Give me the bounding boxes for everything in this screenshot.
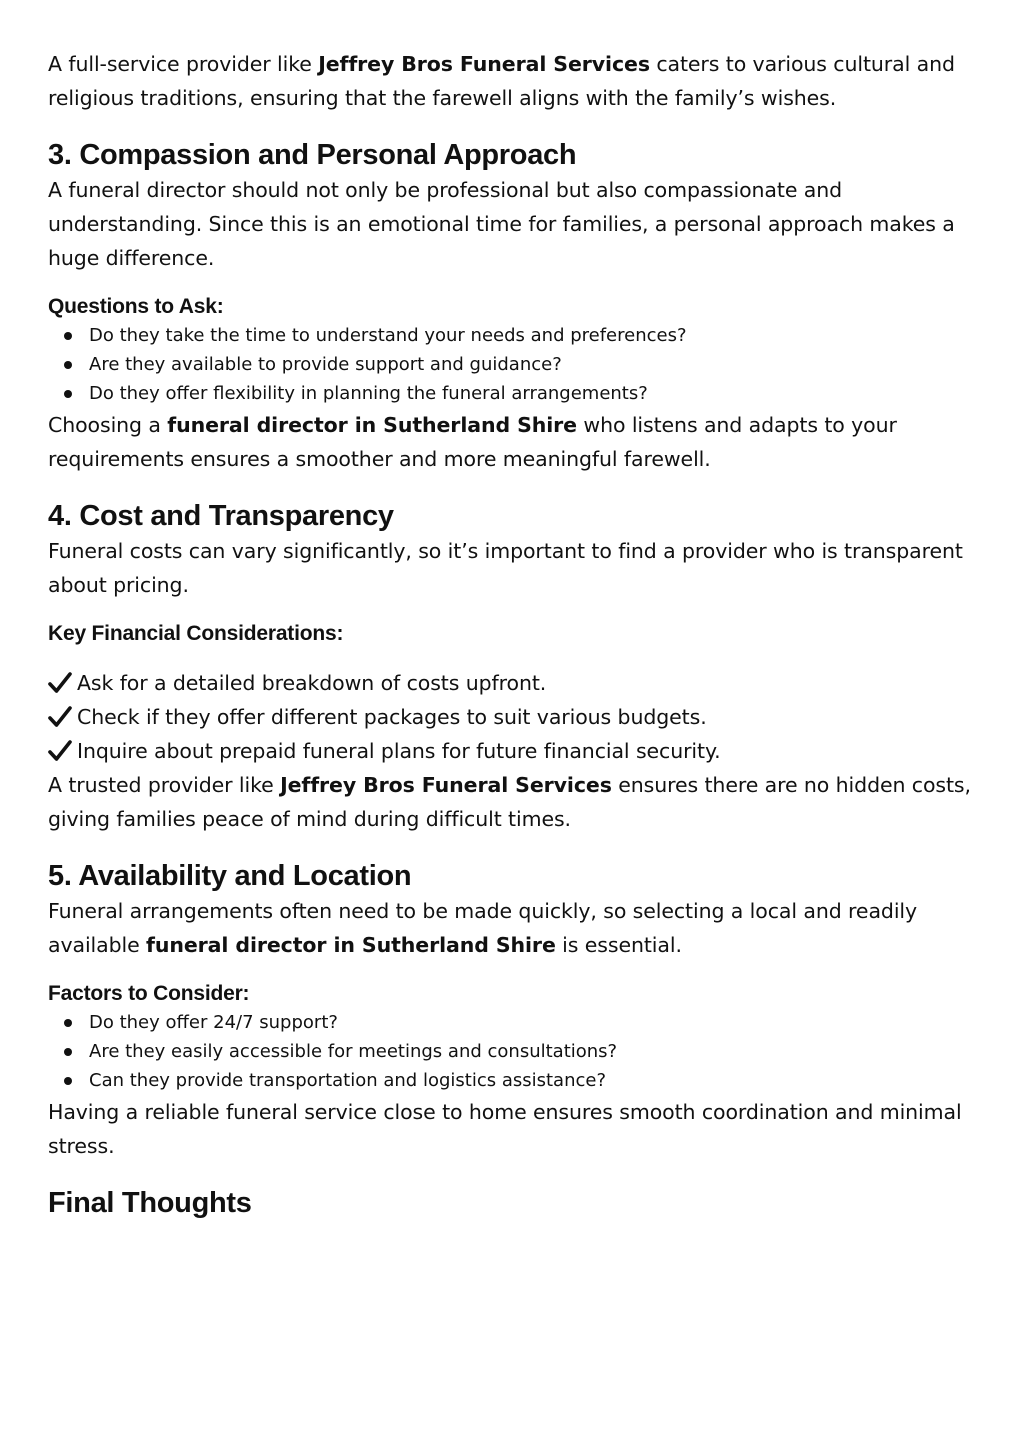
final-thoughts-heading: Final Thoughts (48, 1187, 252, 1219)
list-item (48, 1066, 988, 1095)
intro-provider-name: Jeffrey Bros Funeral Services (318, 52, 650, 76)
section-5-closing-paragraph: Having a reliable funeral service close to home ensures smooth coordination and minimal stress. (48, 1100, 962, 1158)
section-5-factor-list (48, 1008, 988, 1095)
check-item-text: Inquire about prepaid funeral plans for future financial security. (77, 739, 721, 763)
section-5-paragraph-before: Funeral arrangements often need to be made quickly, so selecting a local and readily available (48, 899, 918, 957)
intro-text-before: A full-service provider like (48, 52, 319, 76)
list-item (48, 321, 988, 350)
check-mark-icon (48, 672, 72, 694)
section-4-paragraph: Funeral costs can vary significantly, so it’s important to find a provider who is transparent about pricing. (48, 539, 963, 597)
section-3-paragraph: A funeral director should not only be professional but also compassionate and understanding. Since this is an emotional time for families, a personal approach makes a huge difference. (48, 178, 955, 270)
section-4-heading: 4. Cost and Transparency (48, 500, 394, 532)
section-4-closing-paragraph (48, 768, 988, 836)
intro-text-after: caters to various cultural and religious traditions, ensuring that the farewell aligns with the family’s wishes. (48, 52, 955, 110)
bullet-dot-icon (64, 1077, 72, 1085)
section-3-closing-after: who listens and adapts to your requirements ensures a smoother and more meaningful farewell. (48, 413, 897, 471)
list-item-text: Can they provide transportation and logistics assistance? (89, 1070, 607, 1091)
list-item (48, 350, 988, 379)
list-item (48, 379, 988, 408)
list-item-text: Are they easily accessible for meetings and consultations? (89, 1041, 618, 1062)
section-3-subheading: Questions to Ask: (48, 295, 224, 318)
bullet-dot-icon (64, 361, 72, 369)
check-item (48, 666, 988, 700)
check-item (48, 734, 988, 768)
section-4-closing-after: ensures there are no hidden costs, giving families peace of mind during difficult times. (48, 773, 971, 831)
section-3-closing-before: Choosing a (48, 413, 168, 437)
list-item-text: Do they offer flexibility in planning the funeral arrangements? (89, 383, 648, 404)
section-3-closing-paragraph (48, 408, 988, 476)
list-item (48, 1037, 988, 1066)
list-item-text: Do they take the time to understand your needs and preferences? (89, 325, 687, 346)
check-item-text: Ask for a detailed breakdown of costs upfront. (77, 671, 547, 695)
bullet-dot-icon (64, 332, 72, 340)
check-mark-icon (48, 706, 72, 728)
section-3-question-list (48, 321, 988, 408)
bullet-dot-icon (64, 390, 72, 398)
list-item (48, 1008, 988, 1037)
section-5-paragraph-after: is essential. (555, 933, 682, 957)
section-5-heading: 5. Availability and Location (48, 860, 412, 892)
bullet-dot-icon (64, 1019, 72, 1027)
section-4-closing-before: A trusted provider like (48, 773, 281, 797)
check-item (48, 700, 988, 734)
check-item-text: Check if they offer different packages to suit various budgets. (77, 705, 707, 729)
intro-paragraph (48, 47, 988, 115)
section-5-paragraph (48, 894, 988, 962)
section-4-subheading: Key Financial Considerations: (48, 622, 344, 645)
section-5-subheading: Factors to Consider: (48, 982, 250, 1005)
section-3-heading: 3. Compassion and Personal Approach (48, 139, 577, 171)
section-4-checklist (48, 666, 988, 768)
bullet-dot-icon (64, 1048, 72, 1056)
section-5-paragraph-bold: funeral director in Sutherland Shire (146, 933, 556, 957)
section-4-closing-bold: Jeffrey Bros Funeral Services (280, 773, 612, 797)
section-3-closing-bold: funeral director in Sutherland Shire (167, 413, 577, 437)
list-item-text: Are they available to provide support and guidance? (89, 354, 562, 375)
document-page (48, 47, 988, 1221)
list-item-text: Do they offer 24/7 support? (89, 1012, 338, 1033)
check-mark-icon (48, 740, 72, 762)
